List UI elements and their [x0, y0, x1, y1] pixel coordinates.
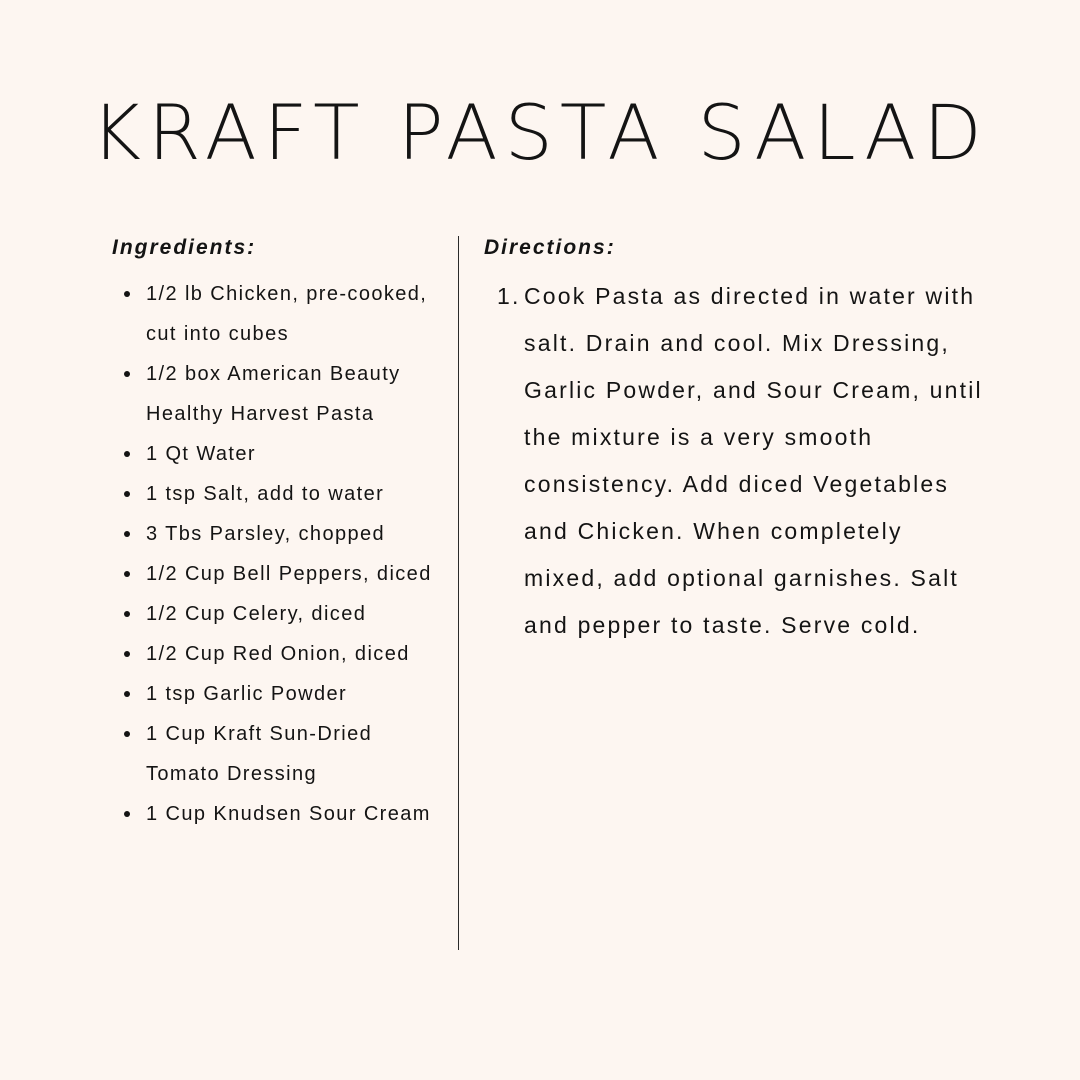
ingredient-item	[146, 674, 436, 714]
ingredient-label: 1 Cup Kraft Sun-Dried Tomato Dressing	[146, 723, 373, 785]
bullet-icon	[124, 611, 130, 617]
ingredient-label: 1/2 box American Beauty Healthy Harvest Pasta	[146, 363, 401, 425]
ingredient-label: 1 tsp Salt, add to water	[146, 483, 385, 505]
bullet-icon	[124, 651, 130, 657]
ingredient-item	[146, 714, 436, 794]
bullet-icon	[124, 731, 130, 737]
ingredients-heading: Ingredients:	[112, 236, 257, 259]
bullet-icon	[124, 291, 130, 297]
ingredient-item	[146, 434, 436, 474]
bullet-icon	[124, 451, 130, 457]
ingredient-label: 1 Cup Knudsen Sour Cream	[146, 803, 431, 825]
bullet-icon	[124, 371, 130, 377]
ingredient-label: 1/2 Cup Red Onion, diced	[146, 643, 410, 665]
ingredient-item	[146, 794, 436, 834]
ingredient-label: 1/2 lb Chicken, pre-cooked, cut into cubes	[146, 283, 428, 345]
ingredient-label: 1 Qt Water	[146, 443, 256, 465]
bullet-icon	[124, 571, 130, 577]
bullet-icon	[124, 691, 130, 697]
directions-heading: Directions:	[484, 236, 616, 259]
ingredient-label: 3 Tbs Parsley, chopped	[146, 523, 386, 545]
ingredient-label: 1/2 Cup Bell Peppers, diced	[146, 563, 432, 585]
step-text: Cook Pasta as directed in water with salt. Drain and cool. Mix Dressing, Garlic Powder, and Sour Cream, until the mixture is a very smooth consistency. Add diced Vegetables and Chicken. When completely mixed, add optional garnishes. Salt and pepper to taste. Serve cold.	[524, 283, 983, 638]
ingredient-item	[146, 554, 436, 594]
ingredient-label: 1 tsp Garlic Powder	[146, 683, 348, 705]
ingredients-list	[146, 274, 436, 834]
step-number: 1.	[497, 283, 521, 309]
ingredient-item	[146, 274, 436, 354]
direction-step	[497, 273, 984, 649]
directions-list	[497, 273, 984, 649]
ingredient-item	[146, 634, 436, 674]
ingredient-item	[146, 594, 436, 634]
ingredient-label: 1/2 Cup Celery, diced	[146, 603, 367, 625]
bullet-icon	[124, 531, 130, 537]
ingredient-item	[146, 354, 436, 434]
recipe-title: KRAFT PASTA SALAD	[91, 88, 989, 177]
ingredient-item	[146, 514, 436, 554]
bullet-icon	[124, 811, 130, 817]
bullet-icon	[124, 491, 130, 497]
column-divider	[458, 236, 459, 950]
ingredient-item	[146, 474, 436, 514]
